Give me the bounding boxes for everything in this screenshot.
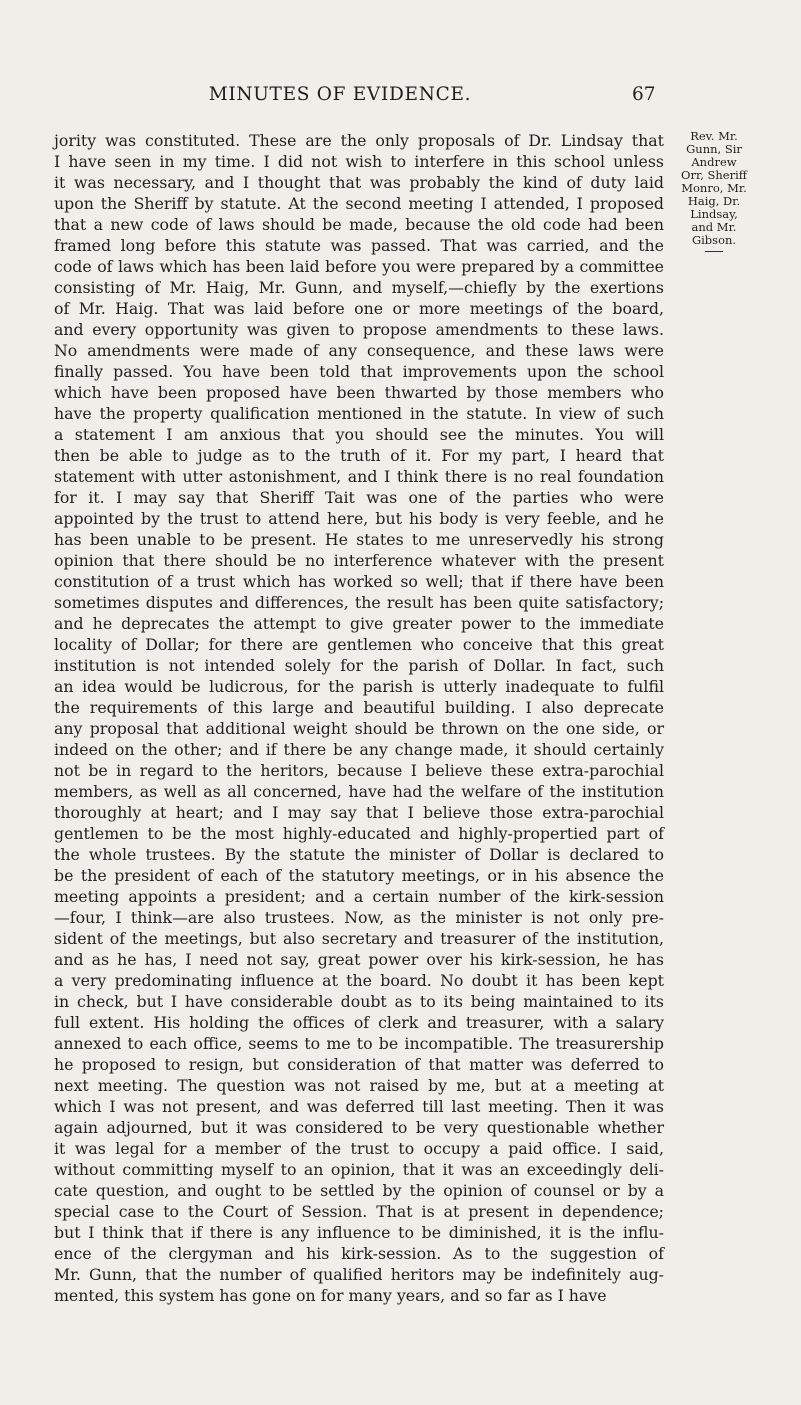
text-line: he proposed to resign, but consideration of that matter was deferred to bbox=[54, 1055, 664, 1074]
margin-note-line: and Mr. bbox=[691, 220, 737, 234]
running-head: MINUTES OF EVIDENCE. bbox=[208, 84, 472, 105]
margin-note-rule bbox=[705, 251, 723, 252]
text-line: but I think that if there is any influence to be diminished, it is the influ- bbox=[54, 1223, 664, 1242]
text-line: meeting appoints a president; and a certain number of the kirk-session bbox=[54, 887, 664, 906]
text-line: members, as well as all concerned, have had the welfare of the institution bbox=[54, 782, 664, 801]
text-line: a very predominating influence at the board. No doubt it has been kept bbox=[54, 971, 664, 990]
text-line: thoroughly at heart; and I may say that I believe those extra-parochial bbox=[54, 803, 664, 822]
text-line: not be in regard to the heritors, because I believe these extra-parochial bbox=[54, 761, 664, 780]
margin-note-line: Andrew bbox=[691, 155, 737, 169]
text-line: locality of Dollar; for there are gentlemen who conceive that this great bbox=[54, 635, 664, 654]
text-line: which I was not present, and was deferred till last meeting. Then it was bbox=[54, 1097, 664, 1116]
margin-note-line: Gibson. bbox=[691, 233, 737, 247]
page-header bbox=[0, 84, 801, 110]
text-line: appointed by the trust to attend here, but his body is very feeble, and he bbox=[54, 509, 664, 528]
text-line: Mr. Gunn, that the number of qualified heritors may be indefinitely aug- bbox=[54, 1265, 664, 1284]
text-line: it was legal for a member of the trust to occupy a paid office. I said, bbox=[54, 1139, 664, 1158]
text-line: finally passed. You have been told that improvements upon the school bbox=[54, 362, 664, 381]
text-line: upon the Sheriff by statute. At the second meeting I attended, I proposed bbox=[54, 194, 664, 213]
text-line: indeed on the other; and if there be any change made, it should certainly bbox=[54, 740, 664, 759]
text-line: of Mr. Haig. That was laid before one or more meetings of the board, bbox=[54, 299, 664, 318]
text-line: annexed to each office, seems to me to be incompatible. The treasurership bbox=[54, 1034, 664, 1053]
text-line: without committing myself to an opinion, that it was an exceedingly deli- bbox=[54, 1160, 664, 1179]
text-line: gentlemen to be the most highly-educated and highly-propertied part of bbox=[54, 824, 664, 843]
evidence-text bbox=[54, 130, 664, 1306]
text-line: opinion that there should be no interference whatever with the present bbox=[54, 551, 664, 570]
margin-note bbox=[671, 130, 757, 252]
text-line: full extent. His holding the offices of clerk and treasurer, with a salary bbox=[54, 1013, 664, 1032]
text-line: have the property qualification mentioned in the statute. In view of such bbox=[54, 404, 664, 423]
text-line: be the president of each of the statutory meetings, or in his absence the bbox=[54, 866, 664, 885]
text-line: consisting of Mr. Haig, Mr. Gunn, and myself,—chiefly by the exertions bbox=[54, 278, 664, 297]
text-line: sident of the meetings, but also secretary and treasurer of the institution, bbox=[54, 929, 664, 948]
text-line: and he deprecates the attempt to give greater power to the immediate bbox=[54, 614, 664, 633]
text-line: the whole trustees. By the statute the minister of Dollar is declared to bbox=[54, 845, 664, 864]
page-number: 67 bbox=[632, 84, 656, 105]
text-line: constitution of a trust which has worked so well; that if there have been bbox=[54, 572, 664, 591]
text-line: sometimes disputes and differences, the result has been quite satisfactory; bbox=[54, 593, 664, 612]
text-line: which have been proposed have been thwarted by those members who bbox=[54, 383, 664, 402]
margin-note-line: Rev. Mr. bbox=[690, 129, 738, 143]
text-line: in check, but I have considerable doubt as to its being maintained to its bbox=[54, 992, 664, 1011]
text-line: code of laws which has been laid before you were prepared by a committee bbox=[54, 257, 664, 276]
text-line: a statement I am anxious that you should see the minutes. You will bbox=[54, 425, 664, 444]
text-line: statement with utter astonishment, and I think there is no real foundation bbox=[54, 467, 664, 486]
text-line: then be able to judge as to the truth of it. For my part, I heard that bbox=[54, 446, 664, 465]
text-line: ence of the clergyman and his kirk-session. As to the suggestion of bbox=[54, 1244, 664, 1263]
text-line: any proposal that additional weight should be thrown on the one side, or bbox=[54, 719, 664, 738]
text-line: I have seen in my time. I did not wish to interfere in this school unless bbox=[54, 152, 664, 171]
text-line: No amendments were made of any consequence, and these laws were bbox=[54, 341, 664, 360]
text-line: an idea would be ludicrous, for the parish is utterly inadequate to fulfil bbox=[54, 677, 664, 696]
text-line: next meeting. The question was not raised by me, but at a meeting at bbox=[54, 1076, 664, 1095]
text-line: special case to the Court of Session. That is at present in dependence; bbox=[54, 1202, 664, 1221]
text-line: —four, I think—are also trustees. Now, as the minister is not only pre- bbox=[54, 908, 664, 927]
text-line: framed long before this statute was passed. That was carried, and the bbox=[54, 236, 664, 255]
margin-note-line: Haig, Dr. bbox=[687, 194, 741, 208]
text-line: the requirements of this large and beautiful building. I also deprecate bbox=[54, 698, 664, 717]
text-line: has been unable to be present. He states to me unreservedly his strong bbox=[54, 530, 664, 549]
text-line: institution is not intended solely for the parish of Dollar. In fact, such bbox=[54, 656, 664, 675]
text-line: mented, this system has gone on for many years, and so far as I have bbox=[54, 1286, 607, 1305]
margin-note-line: Monro, Mr. bbox=[681, 181, 747, 195]
margin-note-line: Orr, Sheriff bbox=[681, 168, 747, 182]
text-line: it was necessary, and I thought that was probably the kind of duty laid bbox=[54, 173, 664, 192]
text-line: and as he has, I need not say, great power over his kirk-session, he has bbox=[54, 950, 664, 969]
text-line: and every opportunity was given to propose amendments to these laws. bbox=[54, 320, 664, 339]
text-line: jority was constituted. These are the only proposals of Dr. Lindsay that bbox=[54, 131, 664, 150]
text-line: cate question, and ought to be settled by the opinion of counsel or by a bbox=[54, 1181, 664, 1200]
text-line: for it. I may say that Sheriff Tait was one of the parties who were bbox=[54, 488, 664, 507]
margin-note-line: Lindsay, bbox=[690, 207, 738, 221]
text-line: that a new code of laws should be made, because the old code had been bbox=[54, 215, 664, 234]
text-line: again adjourned, but it was considered to be very questionable whether bbox=[54, 1118, 664, 1137]
margin-note-line: Gunn, Sir bbox=[686, 142, 742, 156]
